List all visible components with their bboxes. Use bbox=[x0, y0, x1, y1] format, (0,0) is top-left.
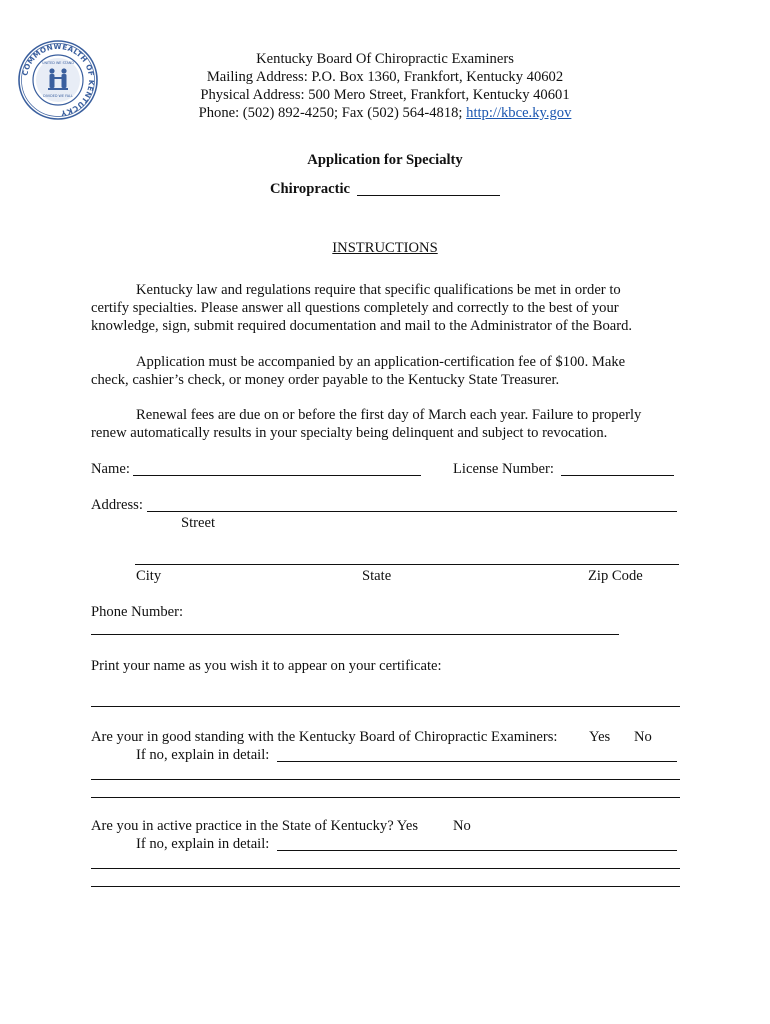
active-practice-no[interactable]: No bbox=[453, 818, 471, 834]
p1-line: certify specialties. Please answer all questions completely and correctly to the best of your bbox=[91, 300, 619, 316]
chiropractic-specialty-field[interactable] bbox=[357, 195, 500, 196]
svg-text:COMMONWEALTH OF KENTUCKY: COMMONWEALTH OF KENTUCKY bbox=[20, 41, 97, 118]
good-standing-yes[interactable]: Yes bbox=[589, 729, 611, 745]
city-label: City bbox=[136, 568, 162, 584]
p3-line: renew automatically results in your specialty being delinquent and subject to revocation. bbox=[91, 425, 608, 441]
active-practice-explain-line[interactable] bbox=[91, 868, 680, 869]
svg-text:DIVIDED WE FALL: DIVIDED WE FALL bbox=[43, 94, 73, 98]
good-standing-explain-line[interactable] bbox=[91, 797, 680, 798]
svg-text:UNITED WE STAND: UNITED WE STAND bbox=[42, 61, 74, 65]
certificate-name-field[interactable] bbox=[91, 706, 680, 707]
instructions-heading: INSTRUCTIONS bbox=[332, 240, 438, 256]
name-field[interactable] bbox=[133, 475, 421, 476]
active-practice-explain-line[interactable] bbox=[91, 886, 680, 887]
phone-number-field[interactable] bbox=[91, 634, 619, 635]
agency-name: Kentucky Board Of Chiropractic Examiners bbox=[256, 51, 514, 67]
active-practice-explain-field[interactable] bbox=[277, 850, 677, 851]
license-number-label: License Number: bbox=[453, 461, 554, 477]
physical-address: Physical Address: 500 Mero Street, Frankfort, Kentucky 40601 bbox=[200, 87, 570, 103]
p1-line: knowledge, sign, submit required documentation and mail to the Administrator of the Board. bbox=[91, 318, 633, 334]
good-standing-no[interactable]: No bbox=[634, 729, 652, 745]
chiropractic-label: Chiropractic bbox=[270, 181, 350, 197]
p1-line: Kentucky law and regulations require that specific qualifications be met in order to bbox=[136, 282, 621, 298]
active-practice-explain-label: If no, explain in detail: bbox=[136, 836, 270, 852]
street-label: Street bbox=[181, 515, 216, 531]
p2-line: Application must be accompanied by an application-certification fee of $100. Make bbox=[136, 354, 626, 370]
good-standing-explain-label: If no, explain in detail: bbox=[136, 747, 270, 763]
good-standing-question: Are your in good standing with the Kentucky Board of Chiropractic Examiners: bbox=[91, 729, 558, 745]
p3-line: Renewal fees are due on or before the first day of March each year. Failure to properly bbox=[136, 407, 642, 423]
address-label: Address: bbox=[91, 497, 143, 513]
page-title: Application for Specialty bbox=[307, 152, 463, 168]
phone-fax-line bbox=[0, 104, 770, 122]
phone-fax-text: Phone: (502) 892-4250; Fax (502) 564-4818; bbox=[198, 105, 467, 121]
zip-code-label: Zip Code bbox=[588, 568, 643, 584]
certificate-name-label: Print your name as you wish it to appear on your certificate: bbox=[91, 658, 442, 674]
license-number-field[interactable] bbox=[561, 475, 674, 476]
street-field[interactable] bbox=[147, 511, 677, 512]
phone-number-label: Phone Number: bbox=[91, 604, 184, 620]
name-label: Name: bbox=[91, 461, 130, 477]
mailing-address: Mailing Address: P.O. Box 1360, Frankfort, Kentucky 40602 bbox=[206, 69, 564, 85]
good-standing-explain-line[interactable] bbox=[91, 779, 680, 780]
instructions-paragraph-1 bbox=[91, 281, 691, 335]
state-label: State bbox=[362, 568, 392, 584]
city-state-zip-field[interactable] bbox=[135, 564, 679, 565]
website-link[interactable]: http://kbce.ky.gov bbox=[466, 105, 572, 121]
instructions-paragraph-2 bbox=[91, 353, 691, 389]
active-practice-question: Are you in active practice in the State of Kentucky? Yes bbox=[91, 818, 419, 834]
good-standing-explain-field[interactable] bbox=[277, 761, 677, 762]
p2-line: check, cashier’s check, or money order payable to the Kentucky State Treasurer. bbox=[91, 372, 560, 388]
instructions-paragraph-3 bbox=[91, 406, 691, 442]
